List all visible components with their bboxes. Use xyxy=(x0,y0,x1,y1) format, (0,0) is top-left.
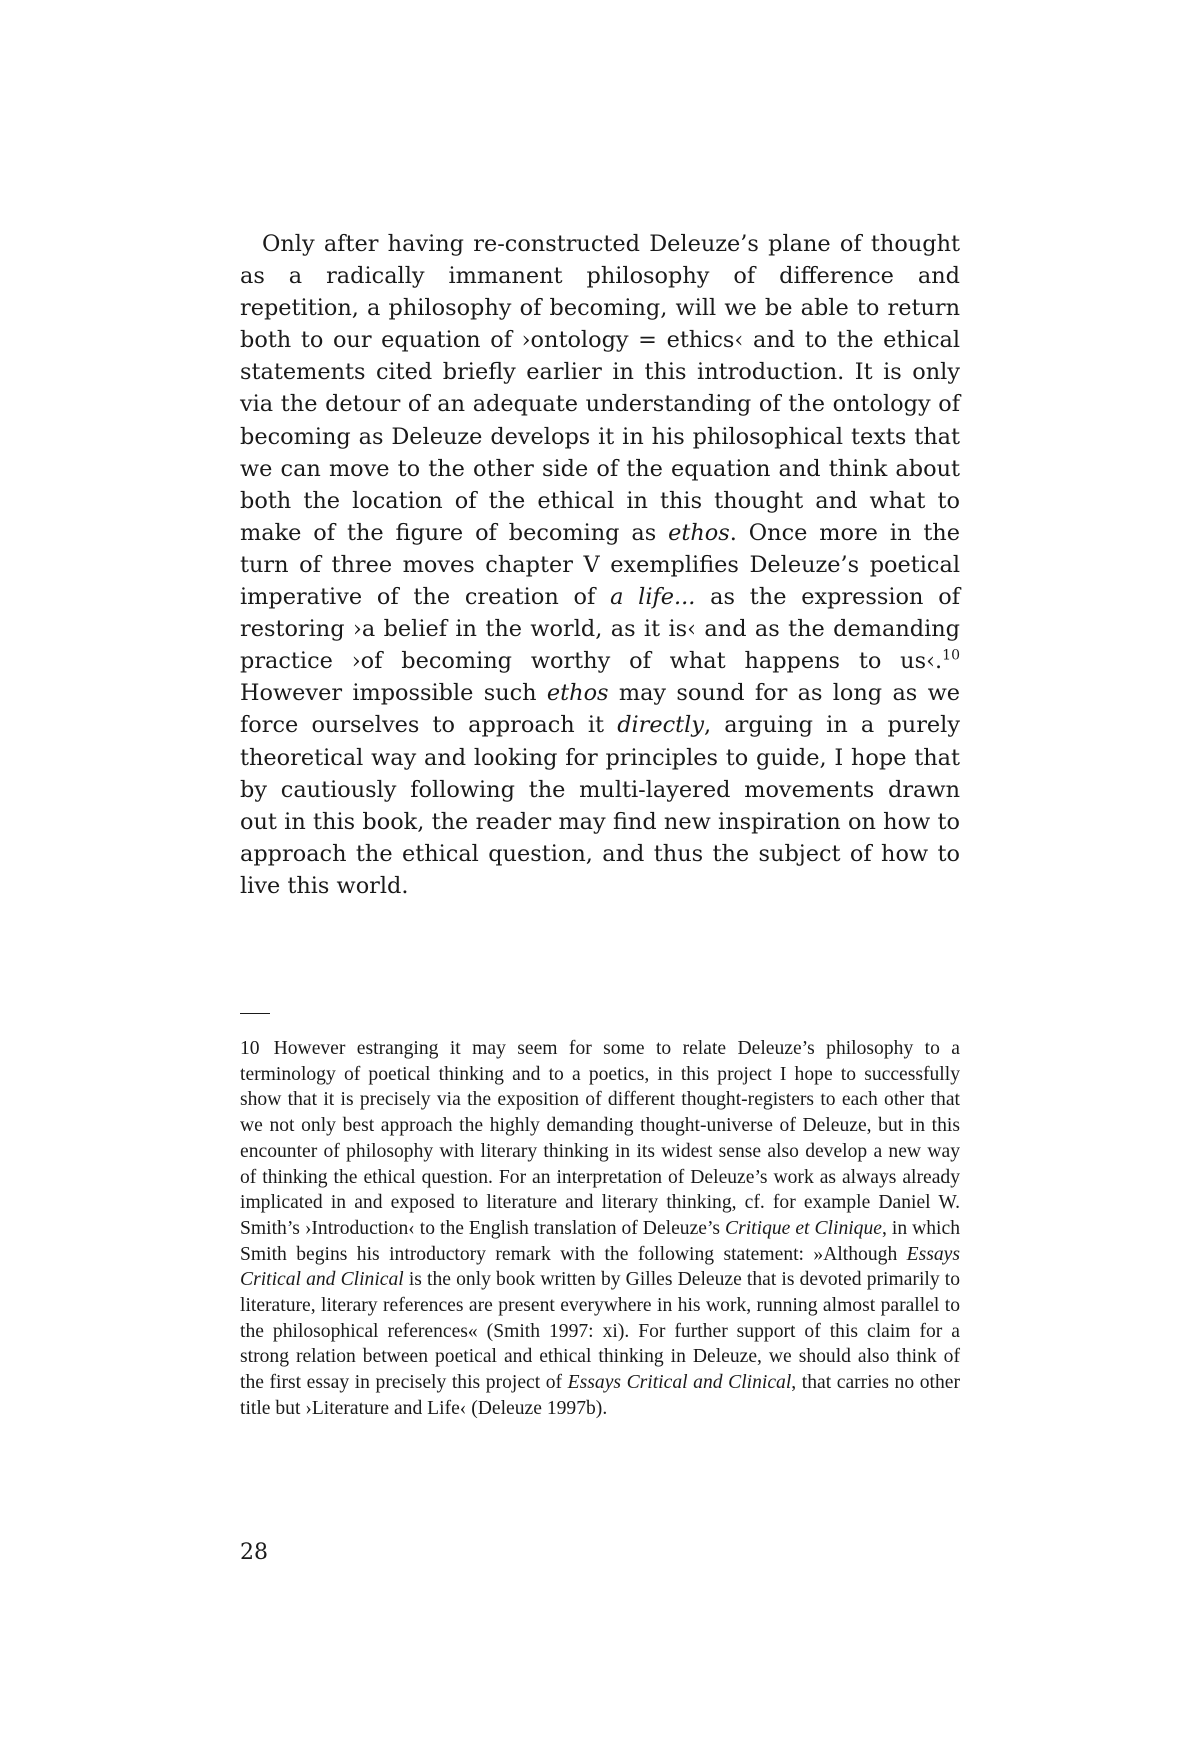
body-text-emphasis: ethos xyxy=(668,519,730,546)
body-text-segment: as the expression of restoring ›a belief in the world, as it is‹ and as the demanding practice ›of becoming worthy of what happens to us‹. xyxy=(240,584,960,675)
body-text-segment: . Once more in the turn of three moves chapter V exemplifies Deleuze’s poetical imperative of the creation of xyxy=(240,519,960,611)
footnote-reference: 10 xyxy=(942,647,960,664)
footnote-text-segment: , that carries no other title but ›Literature and Life‹ (Deleuze 1997b). xyxy=(240,1372,960,1419)
body-text-segment: However impossible such xyxy=(240,680,547,707)
footnote-emphasis: Critique et Clinique xyxy=(725,1217,882,1239)
body-text xyxy=(240,228,960,902)
page-number: 28 xyxy=(240,1540,268,1565)
footnote-text-segment: However estranging it may seem for some to relate Deleuze’s philosophy to a terminology of poetical thinking and to a poetics, in this project I hope to successfully show that it is precisely via the exposition of different thought-registers to each other that we not only best approach the highly demanding thought-universe of Deleuze, but in this encounter of philosophy with literary thinking in its widest sense also develop a new way of thinking the ethical question. For an interpretation of Deleuze’s work as always already implicated in and exposed to literature and literary thinking, cf. for example Daniel W. Smith’s ›Introduction‹ to the English translation of Deleuze’s xyxy=(240,1038,960,1239)
body-text-segment: may sound for as long as we force ourselves to approach it xyxy=(240,680,960,739)
body-text-emphasis: a life... xyxy=(610,584,696,611)
body-paragraph xyxy=(240,228,960,902)
footnote-text-segment: , in which Smith begins his introductory remark with the following statement: »Although xyxy=(240,1217,960,1265)
body-text-segment: Only after having re-constructed Deleuze’s plane of thought as a radically immanent philosophy of difference and repetition, a philosophy of becoming, will we be able to return both to our equation of ›ontology = ethics‹ and to the ethical statements cited briefly earlier in this introduction. It is only via the detour of an adequate understanding of the ontology of becoming as Deleuze develops it in his philosophical texts that we can move to the other side of the equation and think about both the location of the ethical in this thought and what to make of the figure of becoming as xyxy=(240,231,960,546)
footnote-emphasis: Essays Critical and Clinical xyxy=(240,1243,960,1291)
footnote-divider xyxy=(240,1013,270,1014)
footnote-number: 10 xyxy=(240,1038,260,1059)
body-text-emphasis: directly xyxy=(617,712,704,739)
footnote-emphasis: Essays Critical and Clinical xyxy=(567,1372,792,1394)
footnote xyxy=(240,1036,960,1422)
body-text-segment: , arguing in a purely theoretical way and looking for principles to guide, I hope that by cautiously following the multi-layered movements drawn out in this book, the reader may find new inspiration on how to approach the ethical question, and thus the subject of how to live this world. xyxy=(240,712,960,899)
footnote-text-segment: is the only book written by Gilles Deleuze that is devoted primarily to literature, literary references are present everywhere in his work, running almost parallel to the philosophical references« (Smith 1997: xi). For further support of this claim for a strong relation between poetical and ethical thinking in Deleuze, we should also think of the first essay in precisely this project of xyxy=(240,1269,960,1394)
body-text-emphasis: ethos xyxy=(546,680,609,707)
